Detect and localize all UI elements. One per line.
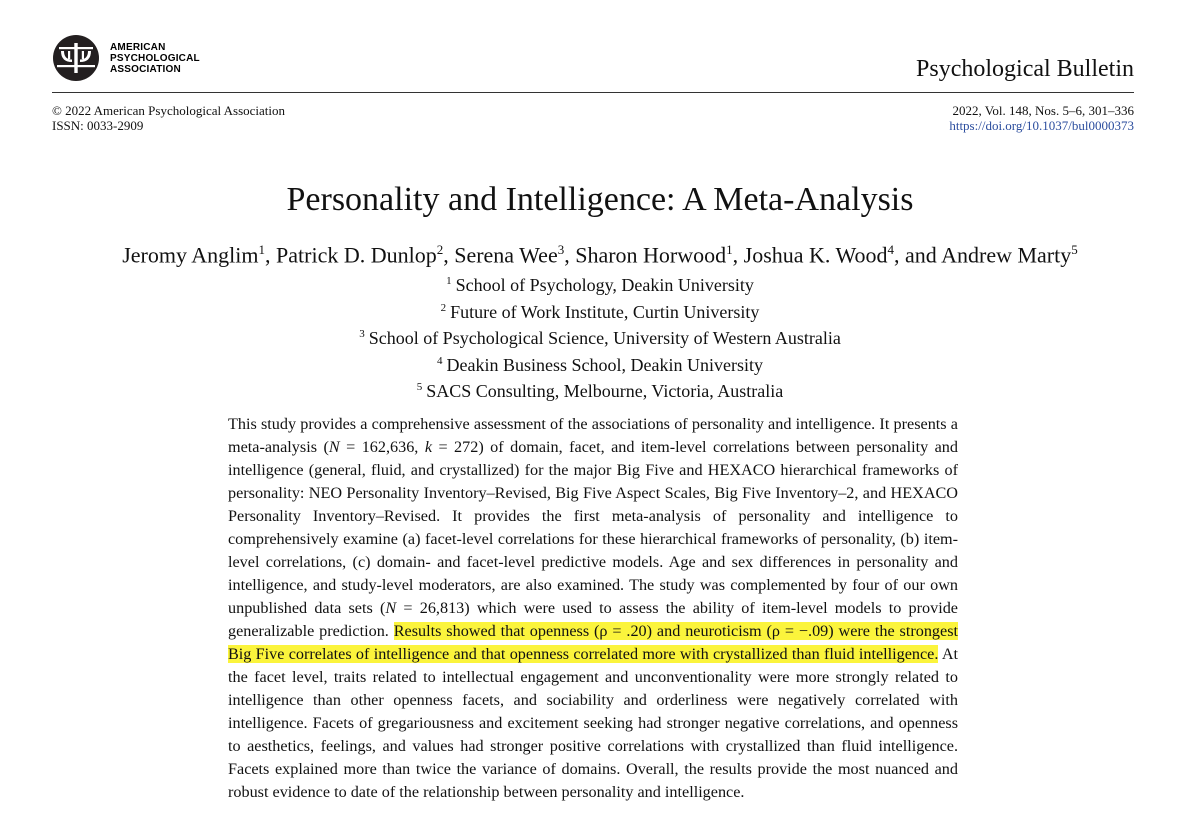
author-affil-num: 1 bbox=[258, 242, 266, 257]
author-separator: , bbox=[564, 242, 576, 268]
org-line: ASSOCIATION bbox=[110, 64, 181, 75]
org-line: PSYCHOLOGICAL bbox=[110, 53, 200, 64]
volume-info: 2022, Vol. 148, Nos. 5–6, 301–336 bbox=[952, 103, 1134, 118]
highlighted-text[interactable]: Results showed that openness (ρ = .20) and neuroticism (ρ = −.09) were the strongest Big Five correlates of intelligence and that openness correlated more with crystallized than fluid intelligence. bbox=[228, 622, 958, 663]
affiliation bbox=[0, 297, 1200, 324]
affiliation-num: 3 bbox=[359, 328, 365, 340]
author-affil-num: 5 bbox=[1071, 242, 1078, 257]
publication-meta-left bbox=[52, 103, 285, 133]
affiliation-num: 5 bbox=[416, 381, 423, 393]
abstract-text: = 26,813) which were used to assess the ability of item-level models to provide generalizable prediction. bbox=[228, 599, 958, 640]
publication-meta-right bbox=[949, 103, 1134, 133]
stat-symbol: k bbox=[424, 438, 432, 456]
abstract-text: = 272) of domain, facet, and item-level correlations between personality and intelligence (general, fluid, and crystallized) for the major Big Five and HEXACO hierarchical frameworks of personality: NEO Personality Inventory–Revised, Big Five Aspect Scales, Big Five Inventory–2, and HEXACO Personality Inventory–Revised. It provides the first meta-analysis of personality and intelligence to comprehensively examine (a) facet-level correlations for these hierarchical frameworks of personality, (b) item-level correlations, (c) domain- and facet-level predictive models. Age and sex differences in personality and intelligence, and study-level moderators, are also examined. The study was complemented by four of our own unpublished data sets ( bbox=[228, 438, 958, 617]
affiliation bbox=[0, 270, 1200, 297]
affiliation-num: 2 bbox=[440, 301, 447, 314]
apa-logo-icon bbox=[52, 34, 100, 82]
stat-symbol: N bbox=[328, 438, 340, 456]
header-rule bbox=[52, 92, 1134, 93]
abstract-text: This study provides a comprehensive assessment of the associations of personality and intelligence. It presents a meta-analysis ( bbox=[228, 415, 958, 456]
copyright: © 2022 American Psychological Association bbox=[52, 103, 286, 118]
author-separator: , bbox=[443, 242, 455, 268]
org-line: AMERICAN bbox=[110, 42, 166, 53]
issn: ISSN: 0033-2909 bbox=[52, 118, 144, 133]
author-name: Patrick D. Dunlop bbox=[276, 242, 437, 268]
affiliation-text: SACS Consulting, Melbourne, Victoria, Australia bbox=[426, 381, 784, 401]
affiliation bbox=[0, 350, 1200, 377]
author-list bbox=[0, 242, 1200, 268]
paper-title: Personality and Intelligence: A Meta-Analysis bbox=[286, 181, 914, 218]
org-name bbox=[110, 42, 200, 75]
author-name: Jeromy Anglim bbox=[122, 242, 259, 268]
author-separator: , bbox=[265, 242, 277, 268]
author-affil-num: 4 bbox=[887, 242, 895, 257]
abstract bbox=[228, 413, 958, 804]
author-affil-num: 2 bbox=[436, 242, 444, 257]
affiliation-text: Future of Work Institute, Curtin University bbox=[450, 301, 760, 322]
doi-link[interactable]: https://doi.org/10.1037/bul0000373 bbox=[949, 118, 1134, 133]
affiliation-num: 1 bbox=[446, 275, 452, 287]
abstract-text: At the facet level, traits related to intellectual engagement and unconventionality were more strongly related to intelligence than other openness facets, and sociability and orderliness were negatively correlated with intelligence. Facets of gregariousness and excitement seeking had stronger negative correlations, and openness to aesthetics, feelings, and values had stronger positive correlations with crystallized than fluid intelligence. Facets explained more than twice the variance of domains. Overall, the results provide the most nuanced and robust evidence to date of the relationship between personality and intelligence. bbox=[228, 645, 959, 801]
affiliation-text: Deakin Business School, Deakin University bbox=[446, 354, 763, 375]
author-affil-num: 1 bbox=[726, 242, 733, 257]
journal-name: Psychological Bulletin bbox=[916, 56, 1134, 82]
author-separator: , and bbox=[894, 242, 942, 268]
author-separator: , bbox=[732, 242, 744, 268]
affiliation-text: School of Psychological Science, University of Western Australia bbox=[368, 328, 841, 348]
affiliation-num: 4 bbox=[437, 354, 443, 367]
abstract-text: = 162,636, bbox=[339, 438, 425, 456]
author-name: Serena Wee bbox=[454, 242, 558, 268]
stat-symbol: N bbox=[385, 599, 397, 617]
author-name: Joshua K. Wood bbox=[743, 242, 888, 268]
author-affil-num: 3 bbox=[557, 242, 565, 257]
author-name: Sharon Horwood bbox=[575, 242, 727, 268]
affiliation-list bbox=[0, 270, 1200, 403]
affiliation bbox=[0, 376, 1200, 403]
affiliation-text: School of Psychology, Deakin University bbox=[455, 275, 754, 295]
author-name: Andrew Marty bbox=[941, 242, 1072, 268]
affiliation bbox=[0, 323, 1200, 350]
